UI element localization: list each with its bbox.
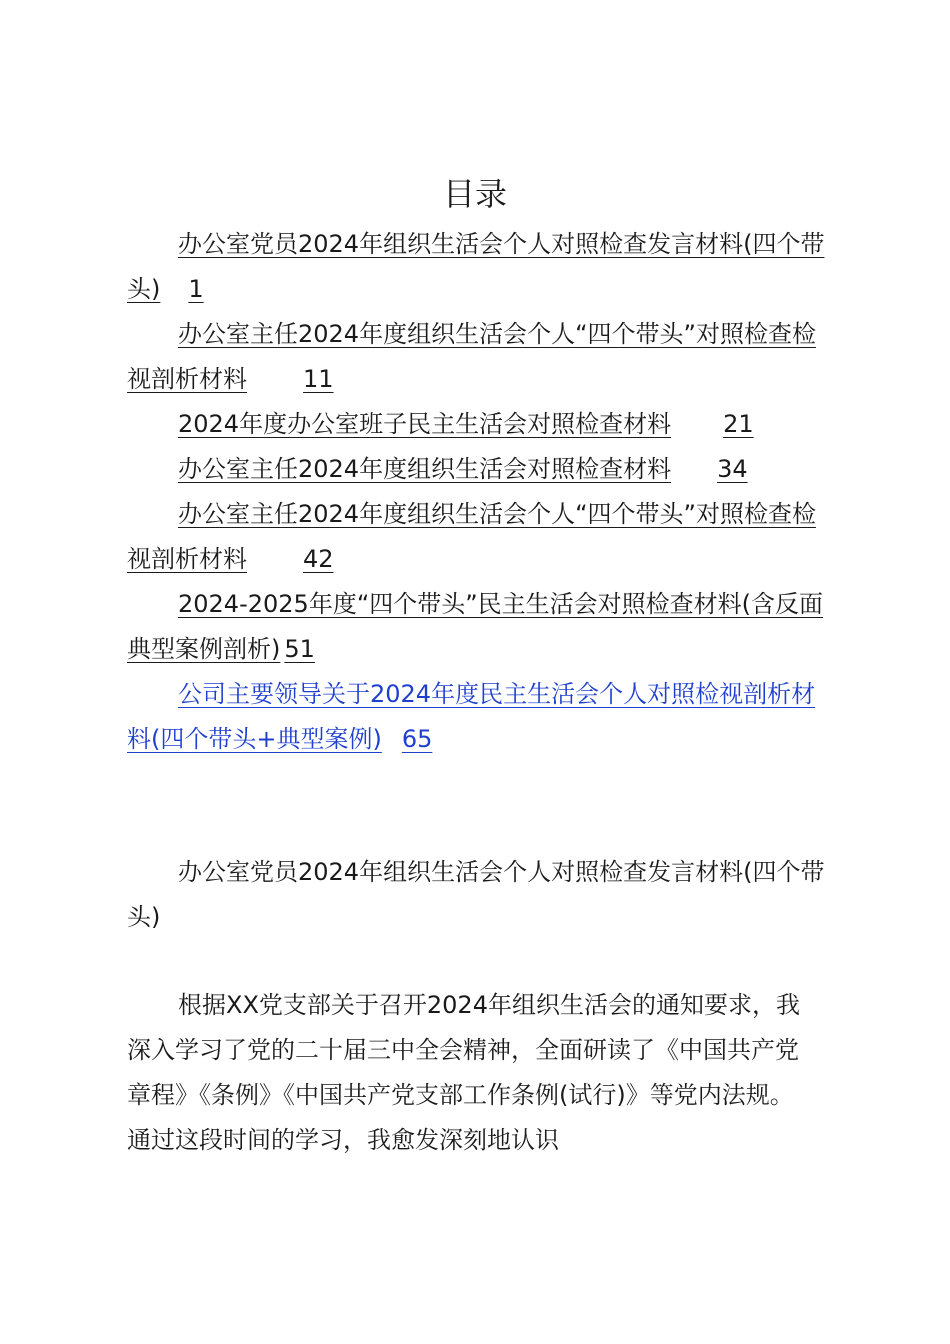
toc-entry-7-link[interactable] [127, 672, 827, 762]
toc-entry-page: 11 [303, 365, 334, 393]
body-paragraph: 根据XX党支部关于召开2024年组织生活会的通知要求，我深入学习了党的二十届三中全会精神，全面研读了《中国共产党章程》《条例》《中国共产党支部工作条例(试行)》等党内法规。通过这段时间的学习，我愈发深刻地认识 [127, 991, 800, 1154]
toc-entry-text: 公司主要领导关于2024年度民主生活会个人对照检视剖析材料(四个带头+典型案例) [127, 680, 816, 753]
toc-title: 目录 [442, 175, 507, 213]
toc-entry-3[interactable] [127, 402, 827, 447]
document-title: 办公室党员2024年组织生活会个人对照检查发言材料(四个带头) [127, 858, 825, 931]
toc-entry-page: 42 [303, 545, 334, 573]
toc-entry-text: 办公室党员2024年组织生活会个人对照检查发言材料(四个带头) [127, 230, 825, 303]
toc-entry-text: 办公室主任2024年度组织生活会个人“四个带头”对照检查检视剖析材料 [127, 320, 816, 393]
toc-entry-page: 21 [723, 410, 754, 438]
toc-entry-text: 办公室主任2024年度组织生活会个人“四个带头”对照检查检视剖析材料 [127, 500, 816, 573]
toc-entry-text: 办公室主任2024年度组织生活会对照检查材料 [178, 455, 672, 483]
toc-entry-page: 65 [401, 725, 433, 753]
toc-entry-6[interactable] [127, 582, 827, 672]
toc-entry-text: 2024年度办公室班子民主生活会对照检查材料 [178, 410, 672, 438]
toc-entry-5[interactable] [127, 492, 827, 582]
toc-entry-text: 2024-2025年度“四个带头”民主生活会对照检查材料(含反面典型案例剖析) [127, 590, 824, 663]
toc-entry-page: 1 [188, 275, 204, 303]
toc-entry-1[interactable] [127, 222, 827, 312]
toc-entry-4[interactable] [127, 447, 827, 492]
toc-entry-2[interactable] [127, 312, 827, 402]
table-of-contents [127, 222, 827, 762]
toc-entry-page: 51 [284, 635, 315, 663]
toc-entry-page: 34 [717, 455, 748, 483]
